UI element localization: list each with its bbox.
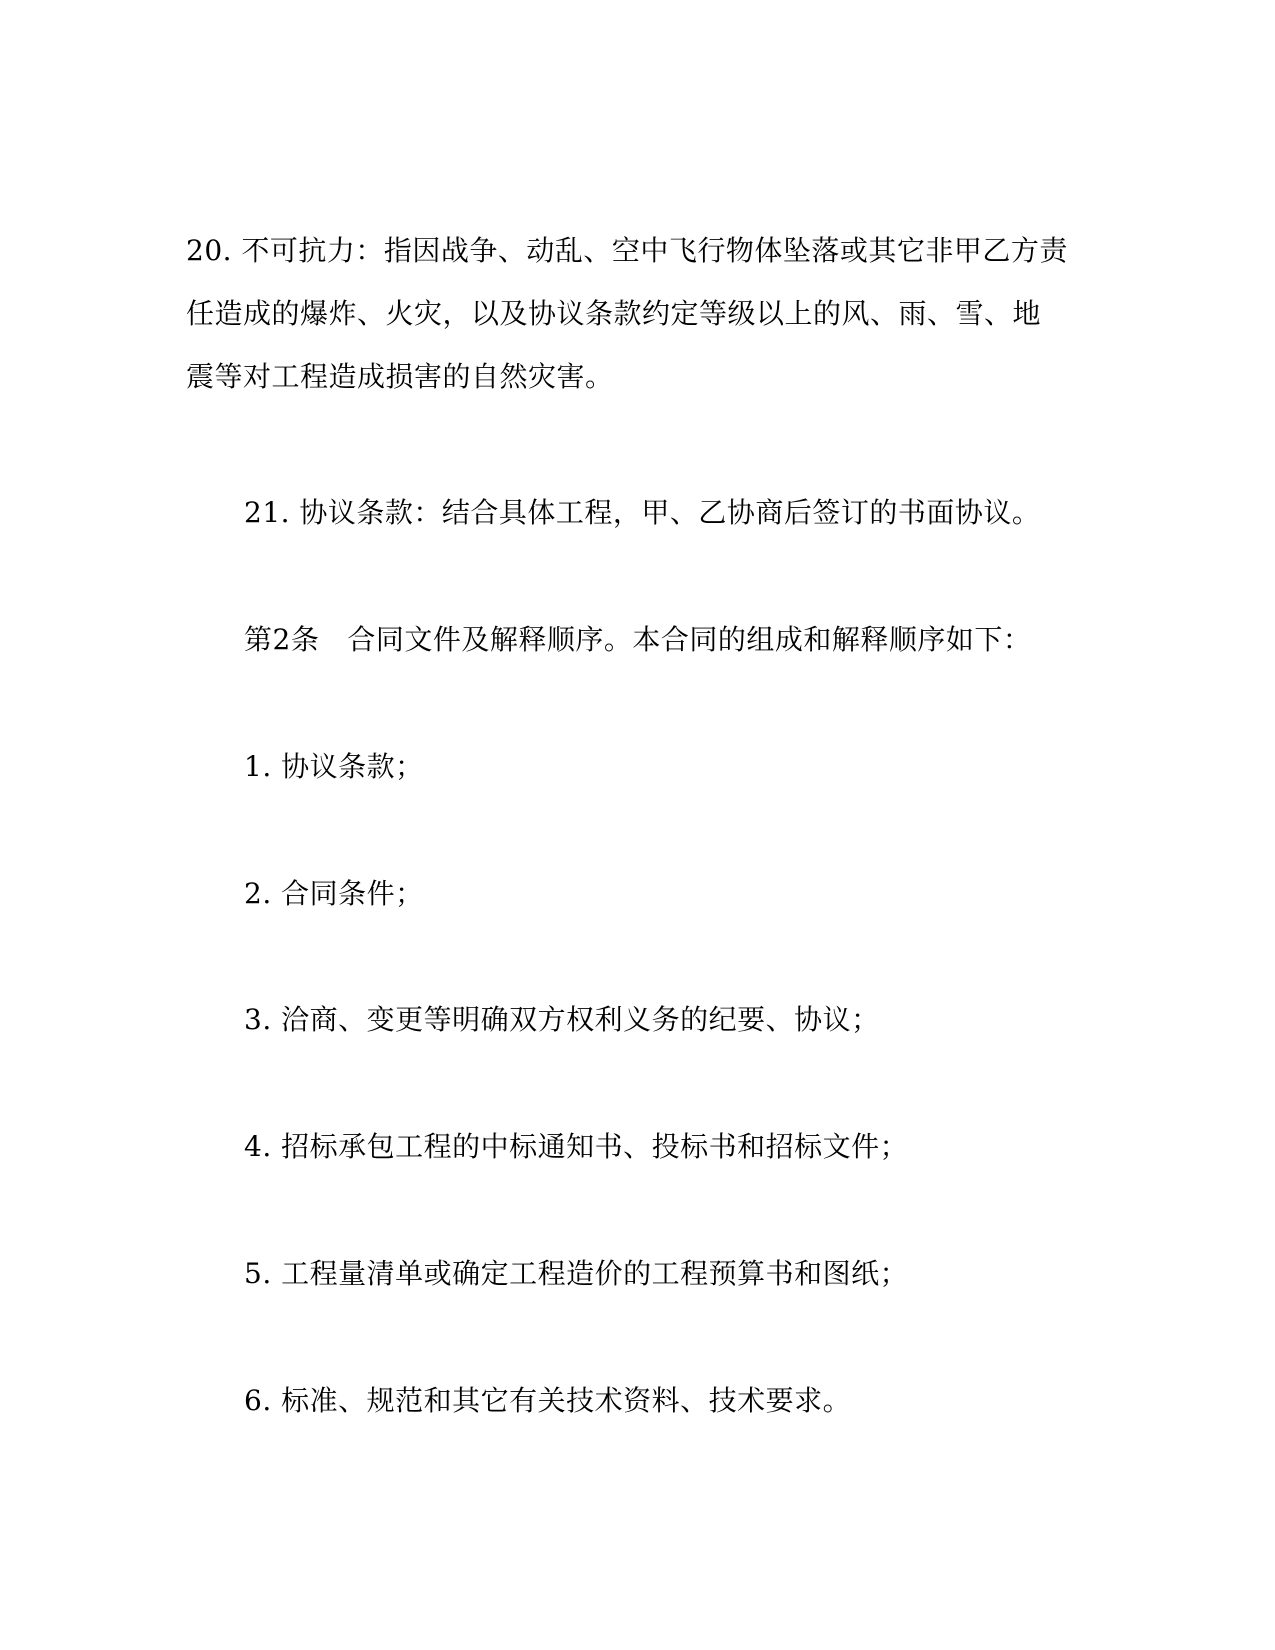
paragraph-20-line-2: 任造成的爆炸、火灾，以及协议条款约定等级以上的风、雨、雪、地 bbox=[186, 297, 1042, 330]
list-item: 5. 工程量清单或确定工程造价的工程预算书和图纸； bbox=[244, 1257, 909, 1290]
paragraph-21: 21. 协议条款：结合具体工程，甲、乙协商后签订的书面协议。 bbox=[244, 496, 1041, 529]
paragraph-20-line-1: 20. 不可抗力：指因战争、动乱、空中飞行物体坠落或其它非甲乙方责 bbox=[186, 234, 1068, 267]
list-item: 3. 洽商、变更等明确双方权利义务的纪要、协议； bbox=[244, 1003, 880, 1036]
article-2-heading bbox=[244, 623, 1031, 657]
list-item: 6. 标准、规范和其它有关技术资料、技术要求。 bbox=[244, 1384, 852, 1417]
paragraph-20-line-3: 震等对工程造成损害的自然灾害。 bbox=[186, 360, 614, 393]
article-2-text: 合同文件及解释顺序。本合同的组成和解释顺序如下： bbox=[347, 623, 1032, 656]
list-item: 2. 合同条件； bbox=[244, 877, 424, 910]
list-item: 4. 招标承包工程的中标通知书、投标书和招标文件； bbox=[244, 1130, 909, 1163]
list-item: 1. 协议条款； bbox=[244, 750, 424, 783]
article-2-label: 第2条 bbox=[244, 623, 320, 656]
